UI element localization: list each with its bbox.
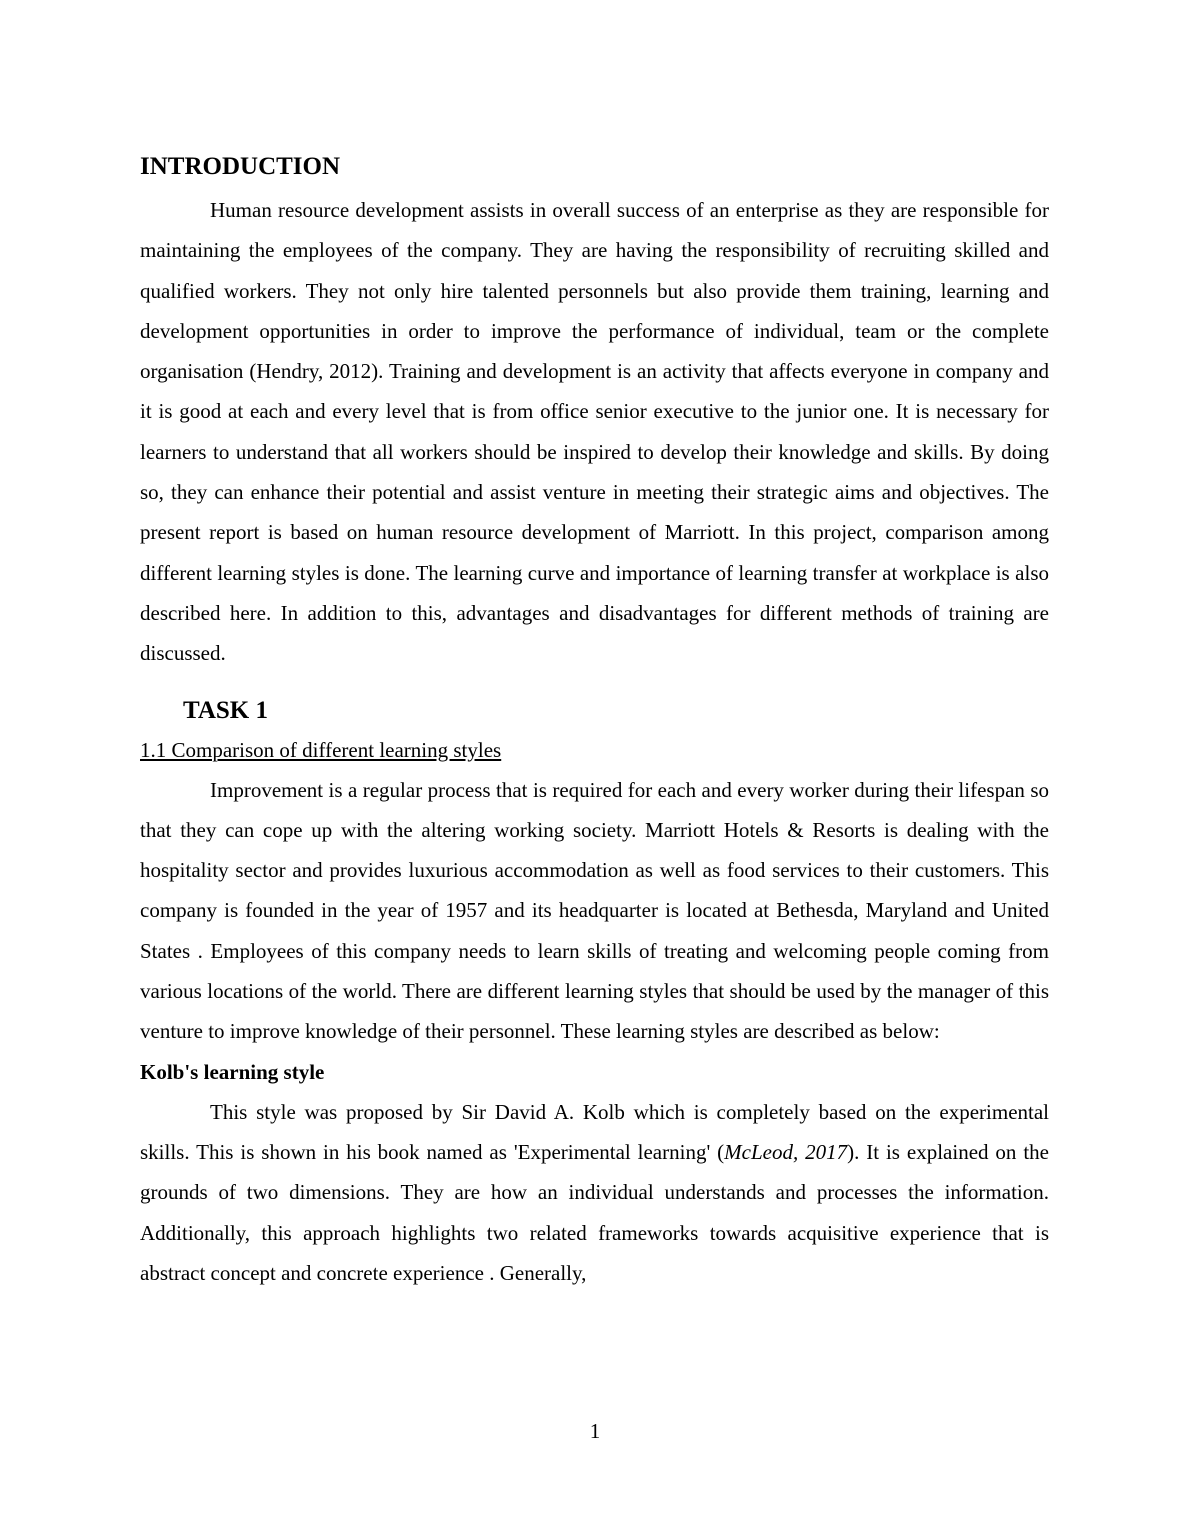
comparison-subheading: 1.1 Comparison of different learning styles [140,737,502,762]
page-content [140,150,1049,1293]
introduction-heading: INTRODUCTION [140,153,341,180]
kolb-citation: McLeod, 2017 [724,1139,848,1164]
kolb-paragraph-text-end: ). It is explained on the grounds of two dimensions. They are how an individual understands and processes the information. Additionally, this approach highlights two related frameworks towards acquisitive experience that is abstract concept and concrete experience . Generally, [140,1139,1049,1285]
kolb-paragraph [140,1092,1049,1293]
introduction-paragraph: Human resource development assists in overall success of an enterprise as they are responsible for maintaining the employees of the company. They are having the responsibility of recruiting skilled and qualified workers. They not only hire talented personnels but also provide them training, learning and development opportunities in order to improve the performance of individual, team or the complete organisation (Hendry, 2012). Training and development is an activity that affects everyone in company and it is good at each and every level that is from office senior executive to the junior one. It is necessary for learners to understand that all workers should be inspired to develop their knowledge and skills. By doing so, they can enhance their potential and assist venture in meeting their strategic aims and objectives. The present report is based on human resource development of Marriott. In this project, comparison among different learning styles is done. The learning curve and importance of learning transfer at workplace is also described here. In addition to this, advantages and disadvantages for different methods of training are discussed. [140,198,1049,666]
kolb-heading: Kolb's learning style [140,1059,325,1084]
task1-heading: TASK 1 [183,696,268,724]
kolb-paragraph-text-start: This style was proposed by Sir David A. Kolb which is completely based on the experimental skills. This is shown in his book named as 'Experimental learning' ( [140,1099,1049,1164]
task1-paragraph: Improvement is a regular process that is required for each and every worker during their lifespan so that they can cope up with the altering working society. Marriott Hotels & Resorts is dealing with the hospitality sector and provides luxurious accommodation as well as food services to their customers. This company is founded in the year of 1957 and its headquarter is located at Bethesda, Maryland and United States . Employees of this company needs to learn skills of treating and welcoming people coming from various locations of the world. There are different learning styles that should be used by the manager of this venture to improve knowledge of their personnel. These learning styles are described as below: [140,777,1049,1044]
page-number: 1 [589,1419,601,1443]
